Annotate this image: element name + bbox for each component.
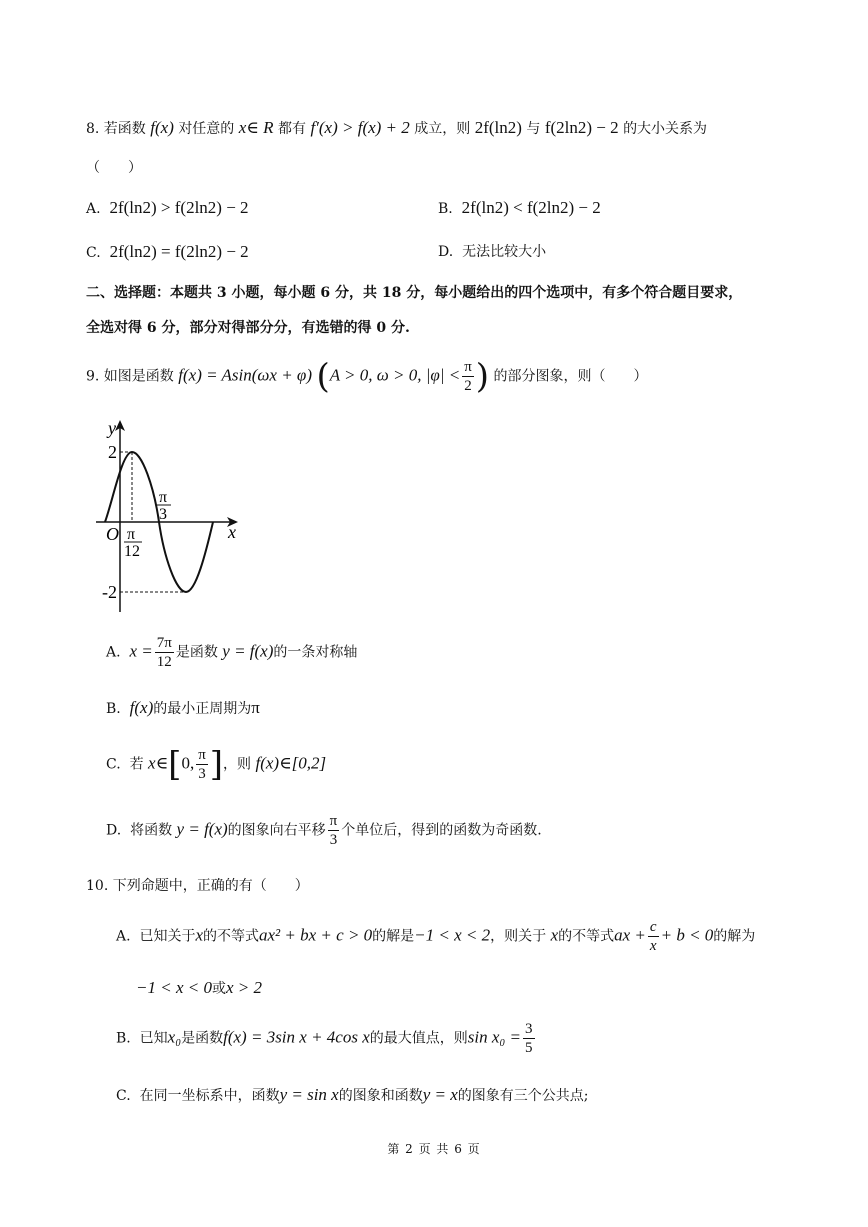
y-min-label: -2 <box>102 582 117 602</box>
section2-line1: 二、选择题：本题共 3 小题，每小题 6 分，共 18 分，每小题给出的四个选项中，有多个符合题目要求， <box>86 285 743 301</box>
q10-option-c[interactable]: C. 在同一坐标系中，函数y = sin x的图象和函数y = x的图象有三个公共点; <box>116 1085 589 1104</box>
q9-pi-over-2: $\frac{\pi}{2}$ <box>464 359 472 394</box>
y-label: y <box>108 418 116 438</box>
q10-option-b[interactable]: B. 已知x₀是函数f(x) = 3sin x + 4cos x的最大值点，则sin x₀ = $\frac{3}{5}$ <box>116 1021 533 1056</box>
q8-stem: 8. 若函数 f(x) 对任意的 x∈ R 都有 f′(x) > f(x) + 2 成立，则 2f(ln2) 与 f(2ln2) − 2 的大小关系为 <box>86 118 708 137</box>
q10-stem: 10. 下列命题中，正确的有（ ） <box>86 878 309 894</box>
section2-line2: 全选对得 6 分，部分对得部分分，有选错的得 0 分. <box>86 320 410 336</box>
q9-stem: 9. 如图是函数 f(x) = Asin(ωx + φ) (A > 0, ω > 0, |φ| < $\frac{\pi}{2}$ ) 的部分图象，则（ ） <box>86 356 648 397</box>
q9-sine-graph <box>96 412 256 612</box>
q8-option-b[interactable]: B. 2f(ln2) < f(2ln2) − 2 <box>438 198 601 217</box>
q8-option-c[interactable]: C. 2f(ln2) = f(2ln2) − 2 <box>86 242 249 261</box>
origin-label: O <box>106 524 119 544</box>
tick2-num: π <box>159 489 168 506</box>
page-footer: 第 2 页 共 6 页 <box>387 1142 481 1156</box>
q9-option-c[interactable]: C. 若 x∈[0, $\frac{\pi}{3}$ ]，则 f(x)∈[0,2] <box>106 744 327 785</box>
q8-option-a[interactable]: A. 2f(ln2) > f(2ln2) − 2 <box>86 198 249 217</box>
q9-option-a[interactable]: A. x = $\frac{7\pi}{12}$ 是函数 y = f(x)的一条对称轴 <box>106 635 358 670</box>
tick1-den: 12 <box>124 543 140 560</box>
y-max-label: 2 <box>108 442 117 462</box>
tick2-den: 3 <box>159 506 167 523</box>
q10-option-a-line2: −1 < x < 0或x > 2 <box>136 978 262 997</box>
q10-option-a-line1[interactable]: A. 已知关于x的不等式ax² + bx + c > 0的解是−1 < x < 2，则关于 x的不等式ax + $\frac{c}{x}$ + b < 0的解为 <box>116 919 756 954</box>
q8-paren: （ ） <box>86 160 142 176</box>
q9-option-b[interactable]: B. f(x)的最小正周期为π <box>106 698 260 717</box>
x-label: x <box>228 522 236 542</box>
q8-option-d[interactable]: D. 无法比较大小 <box>438 244 547 260</box>
q9-option-d[interactable]: D. 将函数 y = f(x)的图象向右平移 $\frac{\pi}{3}$ 个单位后，得到的函数为奇函数. <box>106 813 542 848</box>
tick1-num: π <box>127 526 136 543</box>
